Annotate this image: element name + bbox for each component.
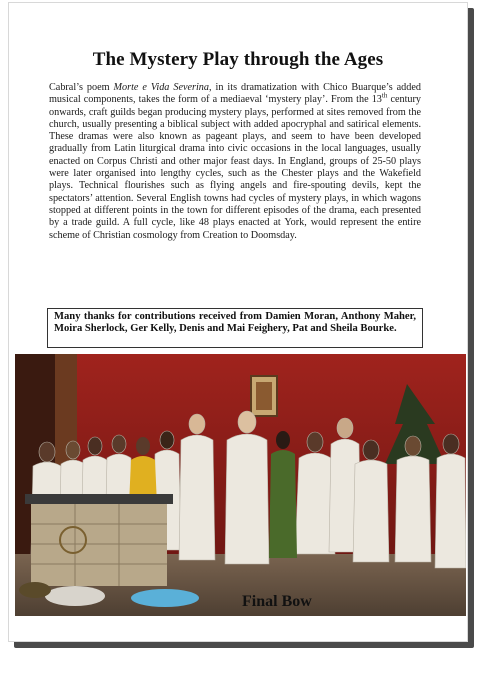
page-title: The Mystery Play through the Ages	[92, 49, 384, 70]
stage-photo-illustration	[15, 354, 466, 616]
ordinal-suffix: th	[381, 91, 388, 100]
document-page	[8, 2, 468, 642]
stage-photo	[15, 354, 466, 616]
paragraph-intro: Cabral’s poem	[49, 82, 114, 93]
poem-title: Morte e Vida Severina	[113, 82, 209, 93]
photo-caption: Final Bow	[242, 593, 312, 610]
acknowledgement-box: Many thanks for contributions received from Damien Moran, Anthony Maher, Moira Sherlock, Ger Kelly, Denis and Mai Feighery, Pat and Sheila Bourke.	[47, 308, 423, 348]
paragraph-part2: century onwards, craft guilds began producing mystery plays, performed at sites removed from the church, usually presenting a biblical subject with added apocryphal and satirical elements. These dramas were also known as pageant plays, and seem to have been developed gradually from Latin liturgical drama into civic occasions in the local languages, usually enacted on Corpus Christi and other major feast days. In England, groups of 25-50 plays were later organised into lengthy cycles, such as the Chester plays and the Wakefield plays. Technical flourishes such as flying angels and fire-spouting devils, kept the spectators’ attention. Several English towns had cycles of mystery plays, in which wagons stopped at different points in the town for different episodes of the drama, each presented by a trade guild. A full cycle, like 48 plays enacted at York, would represent the entire scheme of Christian cosmology from Creation to Doomsday.	[49, 94, 421, 241]
paragraph-part1: , in its dramatization with Chico Buarque’s added musical components, takes the form of a mediaeval ‘mystery play’. From the 13	[49, 82, 421, 106]
body-paragraph	[49, 82, 421, 242]
